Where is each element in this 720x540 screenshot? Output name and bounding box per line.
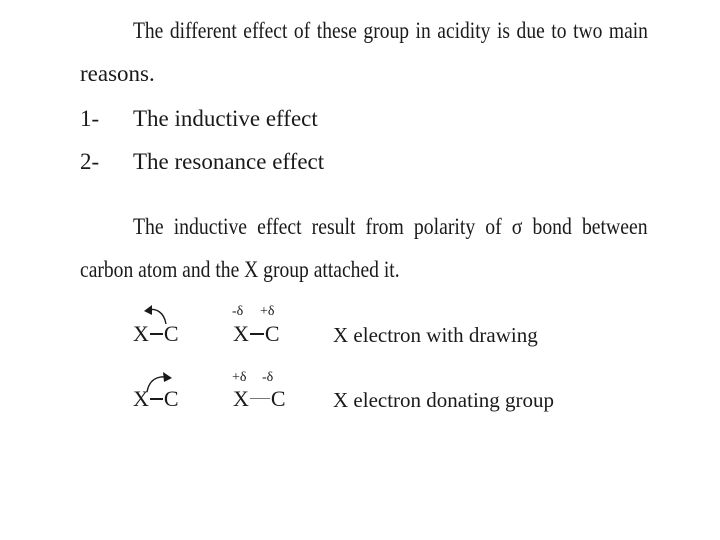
atom-x: X xyxy=(133,386,149,411)
withdrawing-description: X electron with drawing xyxy=(333,323,538,347)
bond-line xyxy=(150,333,163,335)
list-item-2-number: 2- xyxy=(80,149,100,174)
x-c-bond-left-1 xyxy=(133,323,179,345)
atom-x: X xyxy=(133,321,149,346)
partial-charge-x: -δ xyxy=(232,304,244,319)
partial-charge-c: +δ xyxy=(260,304,275,319)
partial-charge-c: -δ xyxy=(262,370,274,385)
list-item-1-text: The inductive effect xyxy=(133,106,318,131)
atom-c: C xyxy=(163,321,179,346)
atom-x: X xyxy=(233,386,249,411)
bond-line xyxy=(250,333,264,335)
paragraph-1-line-2: reasons. xyxy=(80,61,155,86)
donating-description: X electron donating group xyxy=(333,388,555,412)
atom-c: C xyxy=(270,386,286,411)
partial-charge-x: +δ xyxy=(232,370,247,385)
paragraph-2-line-1: The inductive effect result from polarity of σ bond between xyxy=(133,214,648,239)
x-c-bond-polar-1 xyxy=(233,323,280,345)
x-c-bond-left-2 xyxy=(133,388,179,410)
paragraph-2-line-2: carbon atom and the X group attached it. xyxy=(80,257,400,282)
atom-c: C xyxy=(264,321,280,346)
bond-line xyxy=(150,398,163,400)
atom-c: C xyxy=(163,386,179,411)
x-c-bond-polar-2 xyxy=(233,388,286,410)
list-item-2-text: The resonance effect xyxy=(133,149,325,174)
bond-line xyxy=(250,398,270,399)
paragraph-1-line-1: The different effect of these group in acidity is due to two main xyxy=(133,18,648,43)
list-item-1-number: 1- xyxy=(80,106,100,131)
atom-x: X xyxy=(233,321,249,346)
